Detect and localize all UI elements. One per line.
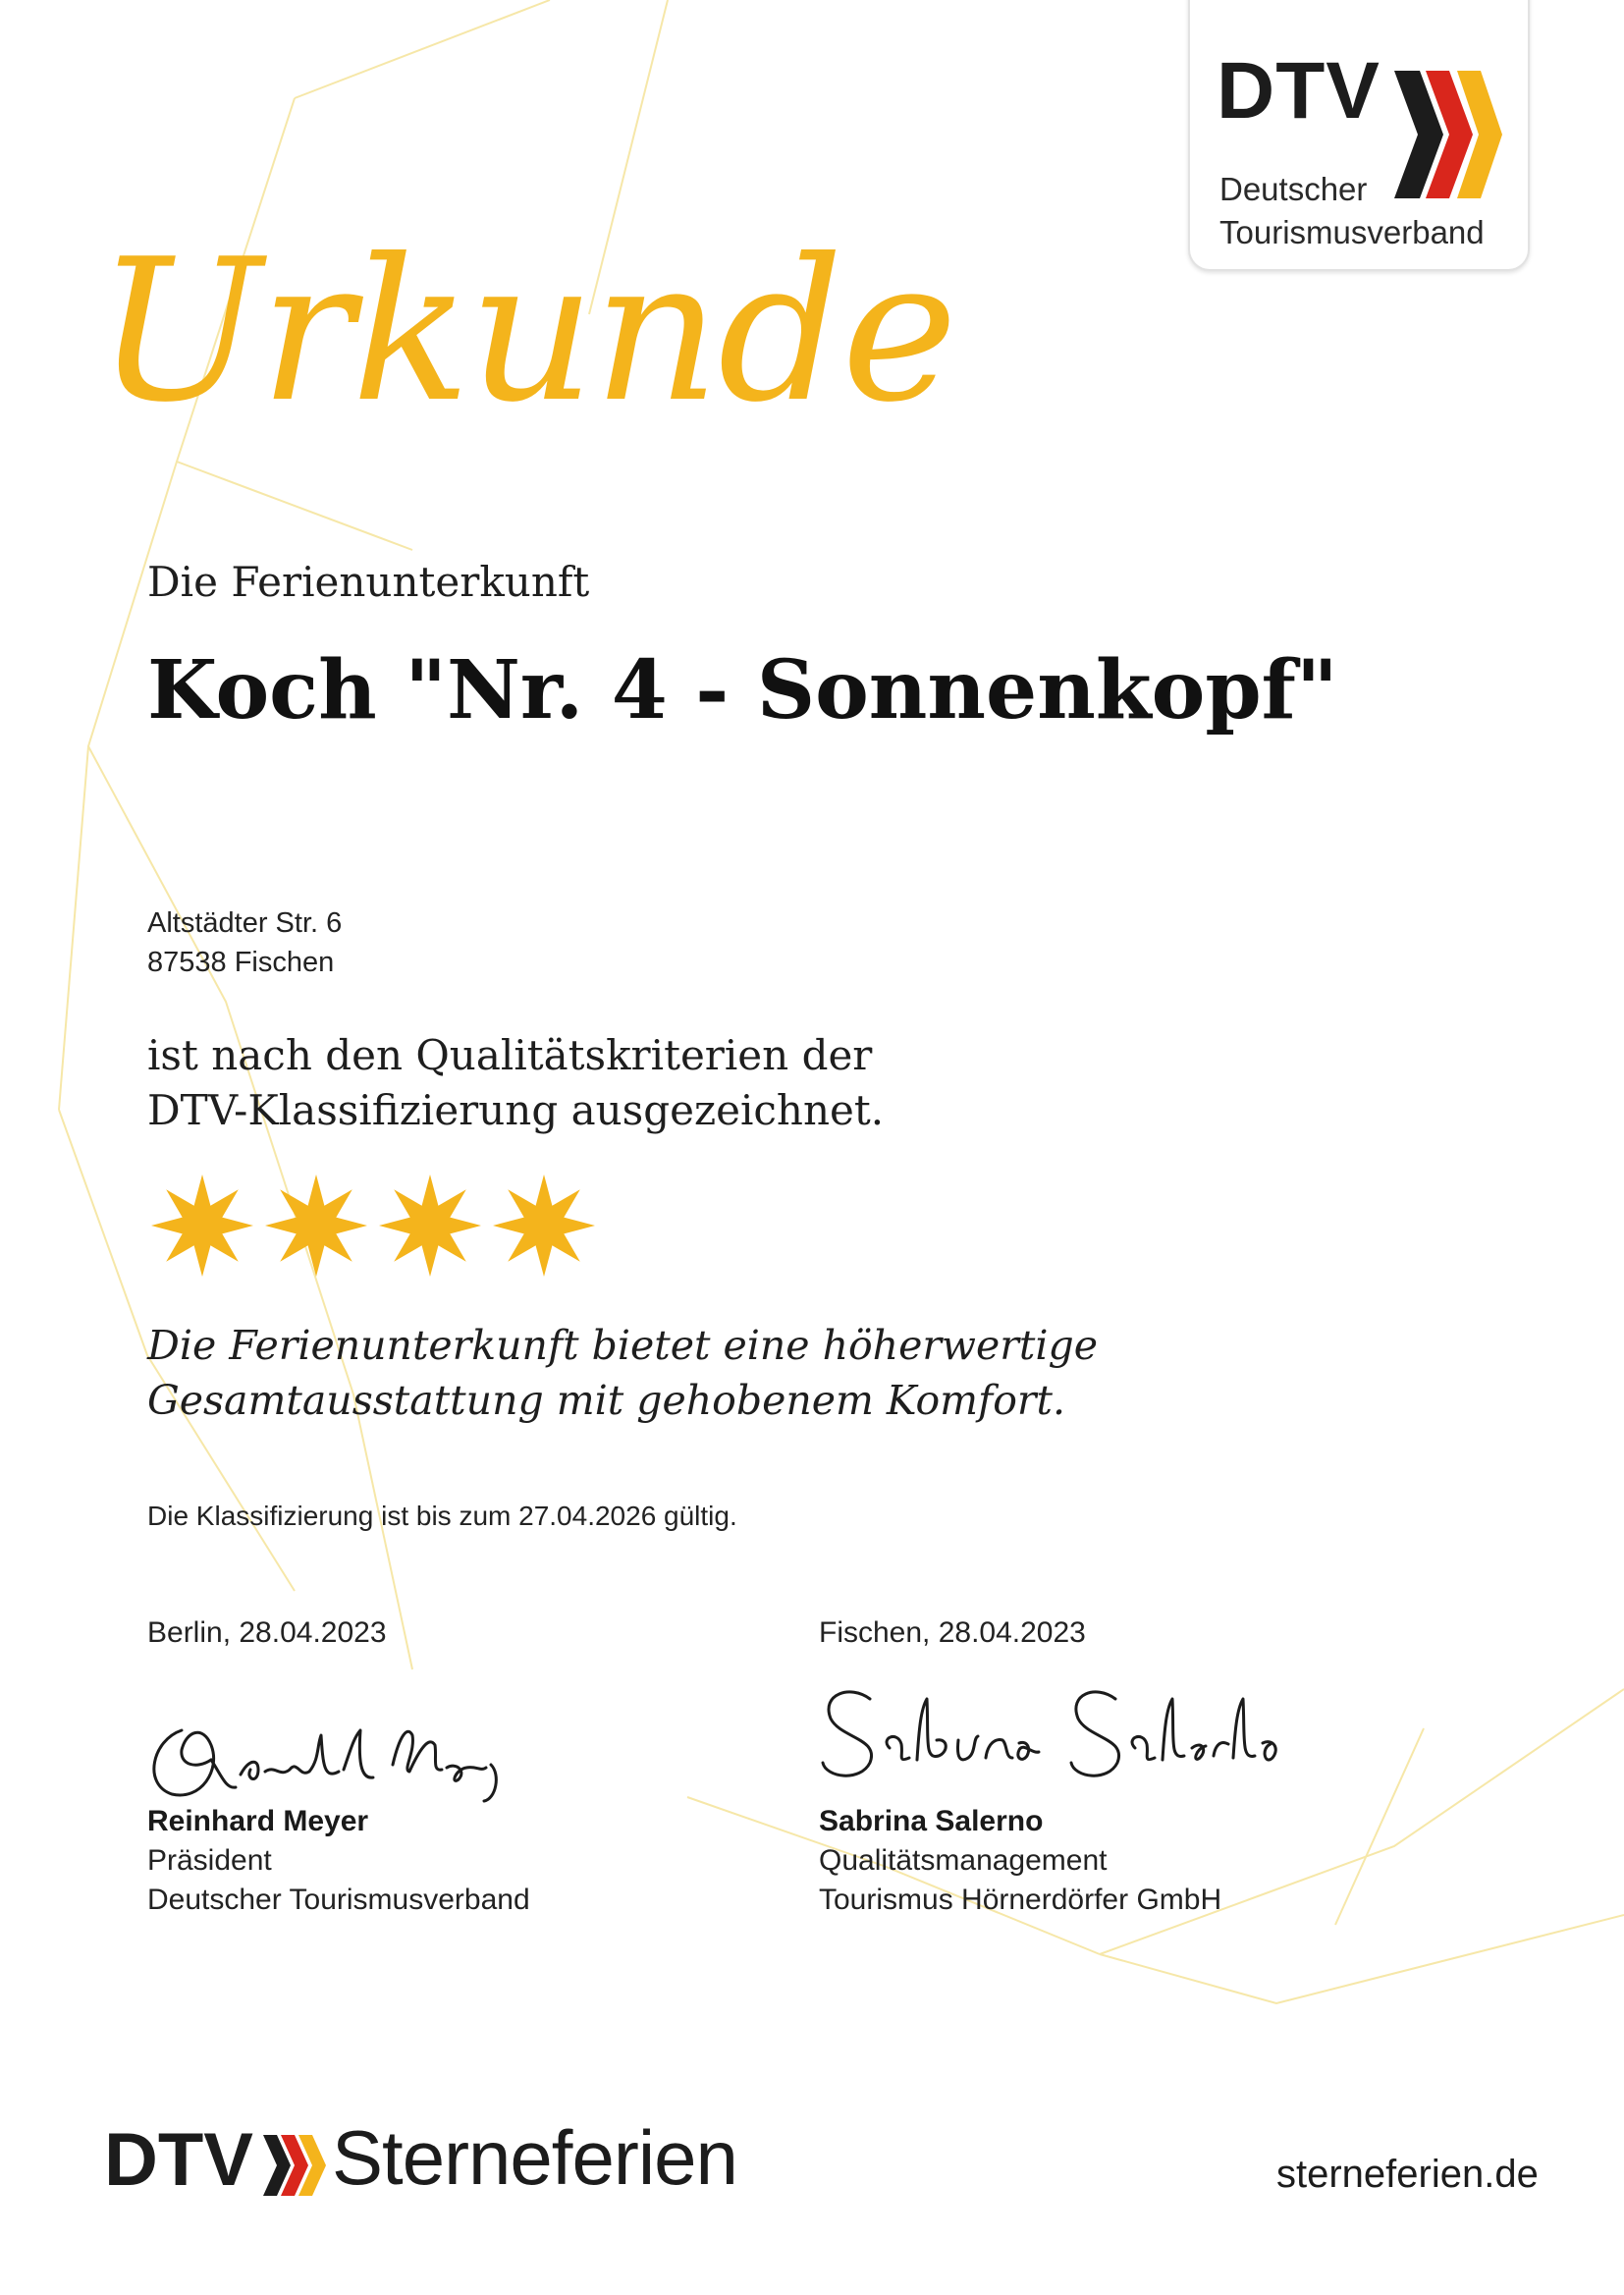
right-place-date: Fischen, 28.04.2023 bbox=[819, 1616, 1086, 1649]
right-signatory-role: Qualitätsmanagement bbox=[819, 1844, 1108, 1877]
left-signatory-role: Präsident bbox=[147, 1844, 272, 1877]
chevrons-icon bbox=[1386, 61, 1504, 208]
dtv-badge bbox=[1188, 0, 1530, 271]
criteria-line-2: DTV-Klassifizierung ausgezeichnet. bbox=[147, 1086, 885, 1134]
star-rating bbox=[147, 1165, 619, 1292]
star-icon bbox=[379, 1175, 481, 1277]
address-city: 87538 Fischen bbox=[147, 947, 335, 978]
footer-logo-text: DTV bbox=[104, 2118, 253, 2202]
intro-text: Die Ferienunterkunft bbox=[147, 558, 590, 606]
chevrons-icon bbox=[259, 2129, 330, 2202]
property-name: Koch "Nr. 4 - Sonnenkopf" bbox=[147, 643, 1338, 738]
star-icon bbox=[265, 1175, 367, 1277]
description-line-1: Die Ferienunterkunft bietet eine höherwertige bbox=[147, 1322, 1098, 1369]
dtv-badge-logo-text: DTV bbox=[1217, 46, 1380, 136]
footer-brand: Sterneferien bbox=[332, 2114, 737, 2201]
left-signatory-organization: Deutscher Tourismusverband bbox=[147, 1884, 530, 1916]
website-link[interactable]: sterneferien.de bbox=[1276, 2153, 1539, 2196]
criteria-line-1: ist nach den Qualitätskriterien der bbox=[147, 1031, 873, 1079]
signature-sabrina-salerno bbox=[811, 1669, 1302, 1787]
star-icon bbox=[151, 1175, 253, 1277]
description-line-2: Gesamtausstattung mit gehobenem Komfort. bbox=[147, 1377, 1065, 1424]
right-signatory-organization: Tourismus Hörnerdörfer GmbH bbox=[819, 1884, 1222, 1916]
certificate-title: Urkunde bbox=[96, 217, 956, 446]
dtv-badge-line1: Deutscher bbox=[1219, 171, 1368, 207]
signature-reinhard-meyer bbox=[142, 1691, 535, 1809]
star-icon bbox=[493, 1175, 595, 1277]
dtv-badge-line2: Tourismusverband bbox=[1219, 214, 1485, 250]
right-signatory-name: Sabrina Salerno bbox=[819, 1805, 1044, 1837]
left-place-date: Berlin, 28.04.2023 bbox=[147, 1616, 387, 1649]
validity-text: Die Klassifizierung ist bis zum 27.04.2026 gültig. bbox=[147, 1501, 737, 1531]
address-street: Altstädter Str. 6 bbox=[147, 907, 343, 939]
left-signatory-name: Reinhard Meyer bbox=[147, 1805, 369, 1837]
